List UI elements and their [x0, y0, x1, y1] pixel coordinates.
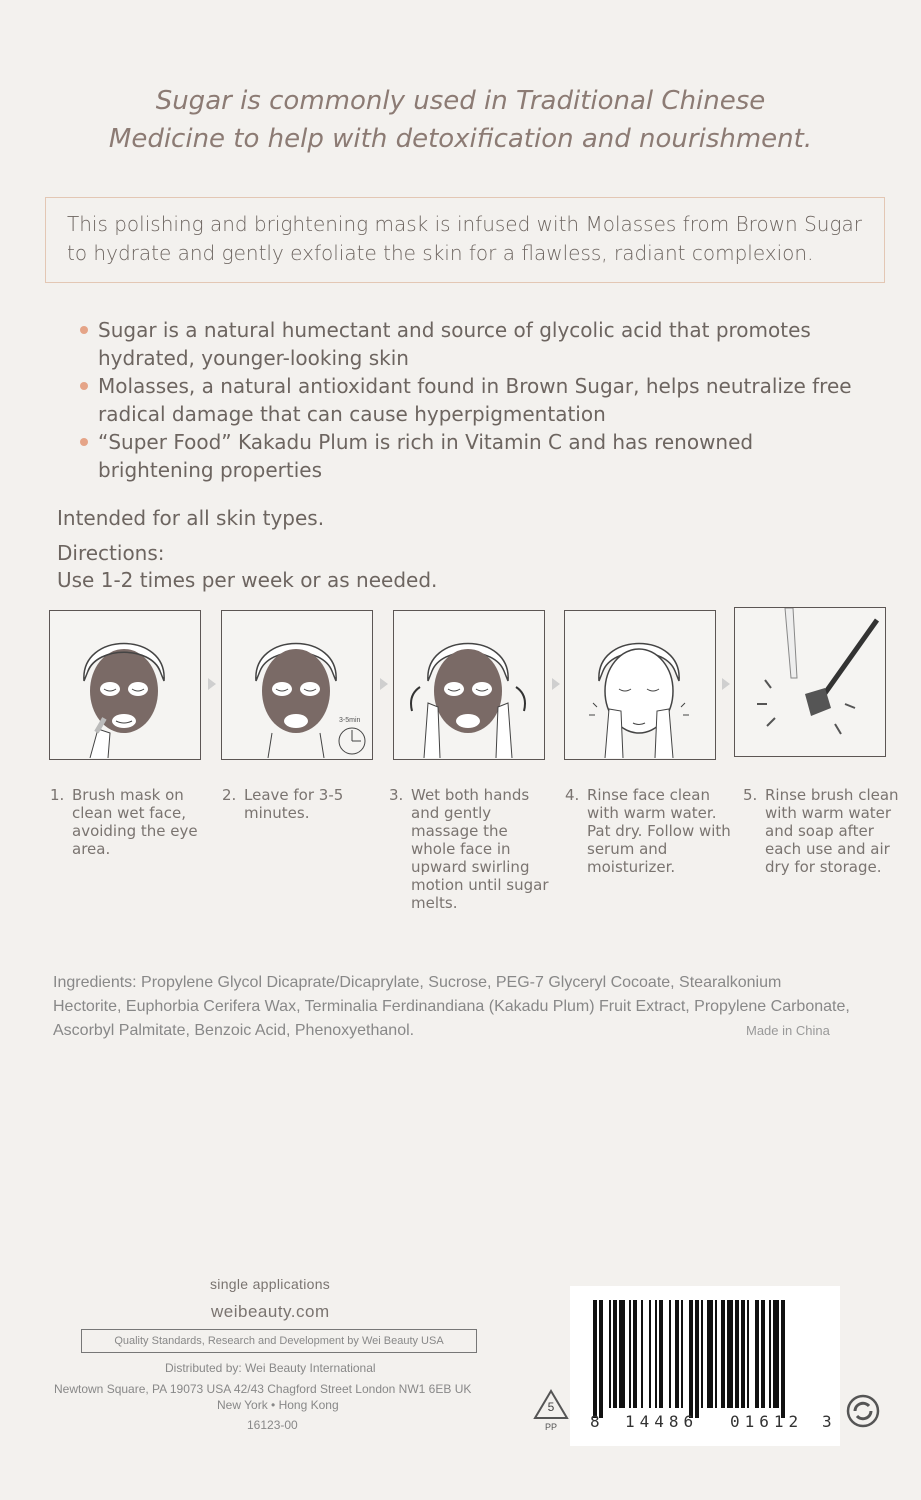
tagline [0, 82, 921, 158]
bullet-dot [80, 438, 88, 446]
barcode-digit-first: 8 [590, 1412, 600, 1431]
timer-label: 3-5min [339, 717, 361, 724]
barcode-digits-left: 14486 [625, 1412, 699, 1431]
step-description: Rinse face clean with warm water. Pat dry. Follow with serum and moisturizer. [587, 786, 731, 876]
distributed-by: Distributed by: Wei Beauty International [165, 1361, 376, 1375]
step-number: 2. [222, 786, 237, 804]
quality-statement: Quality Standards, Research and Development by Wei Beauty USA [81, 1329, 477, 1353]
step-description: Leave for 3-5 minutes. [244, 786, 344, 822]
green-dot-icon [846, 1394, 880, 1428]
website: weibeauty.com [211, 1302, 330, 1321]
bullet-item [80, 372, 860, 428]
bullet-item [80, 428, 860, 484]
step-description: Rinse brush clean with warm water and soap after each use and air dry for storage. [765, 786, 899, 876]
ingredients: Ingredients: Propylene Glycol Dicaprate/Dicaprylate, Sucrose, PEG-7 Glyceryl Cocoate, Stearalkonium Hectorite, Euphorbia Cerifera Wax, Terminalia Ferdinandiana (Kakadu Plum) Fruit Extract, Propylene Carbonate, Ascorbyl Palmitate, Benzoic Acid, Phenoxyethanol. [53, 974, 850, 1039]
made-in: Made in China [746, 1023, 830, 1038]
bullet-text: Sugar is a natural humectant and source of glycolic acid that promotes hydrated, younger-looking skin [98, 318, 811, 370]
step-arrow-icon [720, 676, 732, 692]
recycle-number: 5 [547, 1400, 555, 1414]
recycle-icon [531, 1388, 571, 1438]
step-5-illustration [734, 607, 886, 757]
bullet-text: Molasses, a natural antioxidant found in Brown Sugar, helps neutralize free radical damage that can cause hyperpigmentation [98, 374, 852, 426]
cities: New York • Hong Kong [217, 1398, 339, 1412]
step-4-text [565, 786, 735, 876]
step-arrow-icon [378, 676, 390, 692]
recycle-label: PP [544, 1422, 557, 1432]
address-line: Newtown Square, PA 19073 USA 42/43 Chagford Street London NW1 6EB UK [54, 1382, 472, 1396]
barcode-digit-check: 3 [822, 1412, 832, 1431]
tagline-line2: Medicine to help with detoxification and nourishment. [108, 124, 813, 154]
bullet-item [80, 316, 860, 372]
directions-heading: Directions: [57, 541, 165, 565]
step-number: 5. [743, 786, 758, 804]
step-2-text [222, 786, 372, 822]
single-applications: single applications [210, 1276, 331, 1292]
step-1-text [50, 786, 210, 858]
step-arrow-icon [206, 676, 218, 692]
barcode-digits-right: 01612 [730, 1412, 804, 1431]
step-3-text [389, 786, 549, 912]
tagline-line1: Sugar is commonly used in Traditional Chinese [155, 86, 766, 116]
step-number: 4. [565, 786, 580, 804]
step-5-text [743, 786, 903, 876]
bullet-dot [80, 382, 88, 390]
step-1-illustration [49, 610, 201, 760]
barcode-icon [583, 1300, 833, 1425]
step-number: 3. [389, 786, 404, 804]
bullet-text: “Super Food” Kakadu Plum is rich in Vitamin C and has renowned brightening properties [98, 430, 754, 482]
step-4-illustration [564, 610, 716, 760]
step-description: Wet both hands and gently massage the whole face in upward swirling motion until sugar melts. [411, 786, 549, 912]
directions-frequency: Use 1-2 times per week or as needed. [57, 568, 438, 592]
step-number: 1. [50, 786, 65, 804]
step-2-illustration [221, 610, 373, 760]
bullet-dot [80, 326, 88, 334]
step-description: Brush mask on clean wet face, avoiding the eye area. [72, 786, 198, 858]
skin-types: Intended for all skin types. [57, 506, 325, 530]
step-3-illustration [393, 610, 545, 760]
step-arrow-icon [550, 676, 562, 692]
product-code: 16123-00 [247, 1418, 298, 1432]
intro-text: This polishing and brightening mask is infused with Molasses from Brown Sugar to hydrate and gently exfoliate the skin for a flawless, radiant complexion. [67, 212, 862, 265]
